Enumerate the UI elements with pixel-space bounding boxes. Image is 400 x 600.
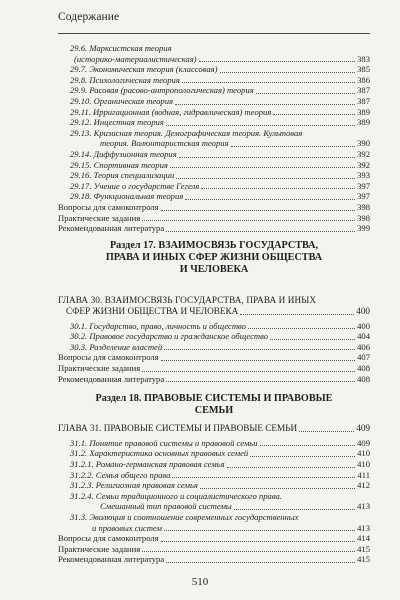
page-number: 408	[357, 362, 370, 373]
chapter-title: СФЕР ЖИЗНИ ОБЩЕСТВА И ЧЕЛОВЕКА	[66, 305, 239, 316]
page-number: 410	[357, 448, 370, 459]
toc-entry-text: 29.10. Органическая теория	[70, 95, 173, 106]
page-number: 389	[357, 106, 370, 117]
leader-dots	[200, 487, 355, 489]
page-number: 393	[357, 170, 370, 181]
leader-dots	[164, 348, 355, 350]
page-number: 408	[357, 373, 370, 384]
toc-entry	[58, 544, 370, 555]
toc-entry-text: 29.14. Диффузионная теория	[70, 148, 177, 159]
page-number: 399	[357, 223, 370, 234]
toc-entry-text: 31.3. Эволюция и соотношение современных государственных	[70, 511, 299, 522]
toc-entry-text: Вопросы для самоконтроля	[58, 201, 159, 212]
leader-dots	[231, 145, 356, 147]
toc-entry-text: 29.11. Ирригационная (водная, гидравлическая) теория	[70, 106, 272, 117]
toc-entry	[58, 501, 370, 512]
toc-entry	[58, 321, 370, 332]
toc-entry-text: 29.12. Инцестная теория	[70, 117, 164, 128]
page-number: 400	[356, 305, 370, 316]
toc-entry-text: 29.7. Экономическая теория (классовая)	[70, 64, 218, 75]
toc-entry-text: 29.17. Учение о государстве Гегеля	[70, 180, 200, 191]
toc-entry-text: Практические задания	[58, 212, 141, 223]
toc-block-ch29	[58, 43, 370, 234]
toc-entry	[58, 423, 370, 434]
page-number: 385	[357, 64, 370, 75]
toc-entry-text: 31.2.4. Семьи традиционного и социалистического права.	[70, 490, 282, 501]
section-title-line: Раздел 17. ВЗАИМОСВЯЗЬ ГОСУДАРСТВА,	[109, 240, 319, 251]
leader-dots	[250, 455, 355, 457]
leader-dots	[248, 327, 355, 329]
toc-entry-text: Рекомендованная литература	[58, 554, 165, 565]
leader-dots	[161, 540, 355, 542]
toc-entry-text: 30.3. Разделение властей	[70, 341, 163, 352]
page-number: 406	[357, 341, 370, 352]
toc-entry	[58, 342, 370, 353]
toc-entry	[58, 306, 370, 317]
leader-dots	[240, 313, 354, 315]
toc-entry-text: 30.2. Правовое государство и гражданское общество	[70, 331, 269, 342]
page-number: 387	[357, 85, 370, 96]
page-number: 410	[357, 458, 370, 469]
leader-dots	[142, 219, 355, 221]
page-number: 404	[357, 331, 370, 342]
leader-dots	[164, 529, 355, 531]
page-number: 413	[357, 522, 370, 533]
toc-entry	[58, 191, 370, 202]
toc-entry-text: 29.15. Спортивная теория	[70, 159, 168, 170]
leader-dots	[166, 124, 355, 126]
running-header: Содержание	[58, 11, 120, 23]
toc-entry	[58, 363, 370, 374]
page-number: 412	[357, 480, 370, 491]
section-title-line: СЕМЬИ	[194, 405, 234, 417]
toc-entry	[58, 523, 370, 534]
toc-entry-text: 29.8. Психологическая теория	[70, 74, 180, 85]
toc-entry-text: Практические задания	[58, 543, 141, 554]
section-title-line: Раздел 18. ПРАВОВЫЕ СИСТЕМЫ И ПРАВОВЫЕ	[95, 393, 333, 404]
leader-dots	[179, 156, 355, 158]
leader-dots	[299, 430, 354, 432]
toc-entry-text: 29.16. Теория специализации	[70, 170, 175, 181]
toc-entry	[58, 181, 370, 192]
toc-entry-text: 31.2.2. Семья общего права	[70, 469, 171, 480]
section-heading	[58, 240, 370, 277]
toc-entry	[58, 470, 370, 481]
toc-entry	[58, 223, 370, 234]
leader-dots	[220, 71, 356, 73]
toc-entry-text: 29.6. Марксистская теория	[70, 43, 172, 53]
page-number: 383	[357, 53, 370, 64]
toc-entry	[58, 85, 370, 96]
toc-entry	[58, 64, 370, 75]
toc-entry-text: Рекомендованная литература	[58, 373, 165, 384]
leader-dots	[273, 113, 355, 115]
toc-entry	[58, 75, 370, 86]
toc-entry-text: и правовых систем	[92, 522, 162, 533]
leader-dots	[185, 198, 355, 200]
leader-dots	[142, 370, 355, 372]
page-number: 414	[357, 533, 370, 544]
page-number: 415	[357, 543, 370, 554]
leader-dots	[166, 380, 355, 382]
toc-entry	[58, 170, 370, 181]
toc-entry	[58, 374, 370, 385]
toc-entry	[58, 213, 370, 224]
page-number: 409	[356, 423, 370, 433]
section-title-line: ПРАВА И ИНЫХ СФЕР ЖИЗНИ ОБЩЕСТВА	[105, 252, 323, 264]
leader-dots	[142, 550, 355, 552]
toc-entry-text: 31.2.1. Романо-германская правовая семья	[70, 458, 225, 469]
leader-dots	[170, 166, 355, 168]
toc-entry	[58, 107, 370, 118]
page-number: 390	[357, 138, 370, 149]
toc-entry-text: 29.18. Функциональная теория	[70, 191, 184, 202]
toc-entry	[58, 149, 370, 160]
toc-entry-text: 31.2.3. Религиозная правовая семья	[70, 480, 198, 491]
leader-dots	[176, 177, 355, 179]
leader-dots	[161, 359, 355, 361]
toc-block-ch31	[58, 423, 370, 565]
toc-entry	[58, 554, 370, 565]
page-number: 409	[357, 437, 370, 448]
leader-dots	[199, 60, 356, 62]
toc-entry	[58, 533, 370, 544]
toc-entry-text: Вопросы для самоконтроля	[58, 352, 159, 363]
toc-entry	[58, 438, 370, 449]
leader-dots	[260, 444, 356, 446]
page-number: 392	[357, 148, 370, 159]
toc-entry	[58, 352, 370, 363]
leader-dots	[227, 466, 355, 468]
toc-entry-text: Смешанный тип правовой системы	[100, 501, 232, 512]
toc-entry	[58, 480, 370, 491]
toc-entry-text: 31.1. Понятие правовой системы и правовой семьи	[70, 437, 258, 448]
toc-entry	[58, 117, 370, 128]
section-title-line: И ЧЕЛОВЕКА	[179, 264, 249, 276]
page-number-footer: 510	[191, 576, 209, 588]
toc-entry-text: (историко-материалистическая)	[74, 53, 197, 64]
leader-dots	[234, 508, 355, 510]
toc-entry-text: 30.1. Государство, право, личность и общество	[70, 320, 246, 331]
toc-entry-text: теория. Волюнтаристская теория	[100, 138, 229, 149]
toc-entry	[58, 459, 370, 470]
toc-entry	[58, 202, 370, 213]
leader-dots	[256, 92, 355, 94]
chapter-title: ГЛАВА 31. ПРАВОВЫЕ СИСТЕМЫ И ПРАВОВЫЕ СЕМЬИ	[58, 423, 298, 433]
page-number: 387	[357, 95, 370, 106]
chapter-title: ГЛАВА 30. ВЗАИМОСВЯЗЬ ГОСУДАРСТВА, ПРАВА И ИНЫХ	[58, 295, 317, 305]
toc-entry	[58, 331, 370, 342]
leader-dots	[270, 338, 355, 340]
toc-entry-text: Практические задания	[58, 362, 141, 373]
leader-dots	[201, 187, 355, 189]
leader-dots	[166, 561, 355, 563]
toc-entry-text: Рекомендованная литература	[58, 223, 165, 234]
leader-dots	[175, 103, 355, 105]
page-number: 392	[357, 159, 370, 170]
toc-entry	[58, 138, 370, 149]
page-number: 397	[357, 180, 370, 191]
toc-entry	[58, 160, 370, 171]
page-number: 397	[357, 191, 370, 202]
page-number: 411	[357, 469, 370, 480]
toc-entry	[58, 96, 370, 107]
toc-entry-text: 29.9. Расовая (расово-антропологическая) теория	[70, 85, 254, 96]
toc-entry-text: 31.2. Характеристика основных правовых семей	[70, 448, 249, 459]
toc-entry	[58, 54, 370, 65]
section-heading	[58, 393, 370, 417]
header-rule	[58, 33, 370, 34]
toc-block-ch30	[58, 295, 370, 384]
leader-dots	[182, 81, 355, 83]
page-number: 386	[357, 74, 370, 85]
page-number: 413	[357, 501, 370, 512]
page-number: 398	[357, 212, 370, 223]
toc-entry-text: 29.13. Кризисная теория. Демографическая теория. Культовая	[70, 127, 303, 138]
page-number: 400	[357, 320, 370, 331]
page-number: 407	[357, 352, 370, 363]
page-number: 389	[357, 117, 370, 128]
leader-dots	[166, 230, 355, 232]
toc-entry-text: Вопросы для самоконтроля	[58, 533, 159, 544]
page-number: 415	[357, 554, 370, 565]
leader-dots	[161, 209, 355, 211]
leader-dots	[172, 476, 355, 478]
toc-entry	[58, 448, 370, 459]
page-number: 398	[357, 201, 370, 212]
